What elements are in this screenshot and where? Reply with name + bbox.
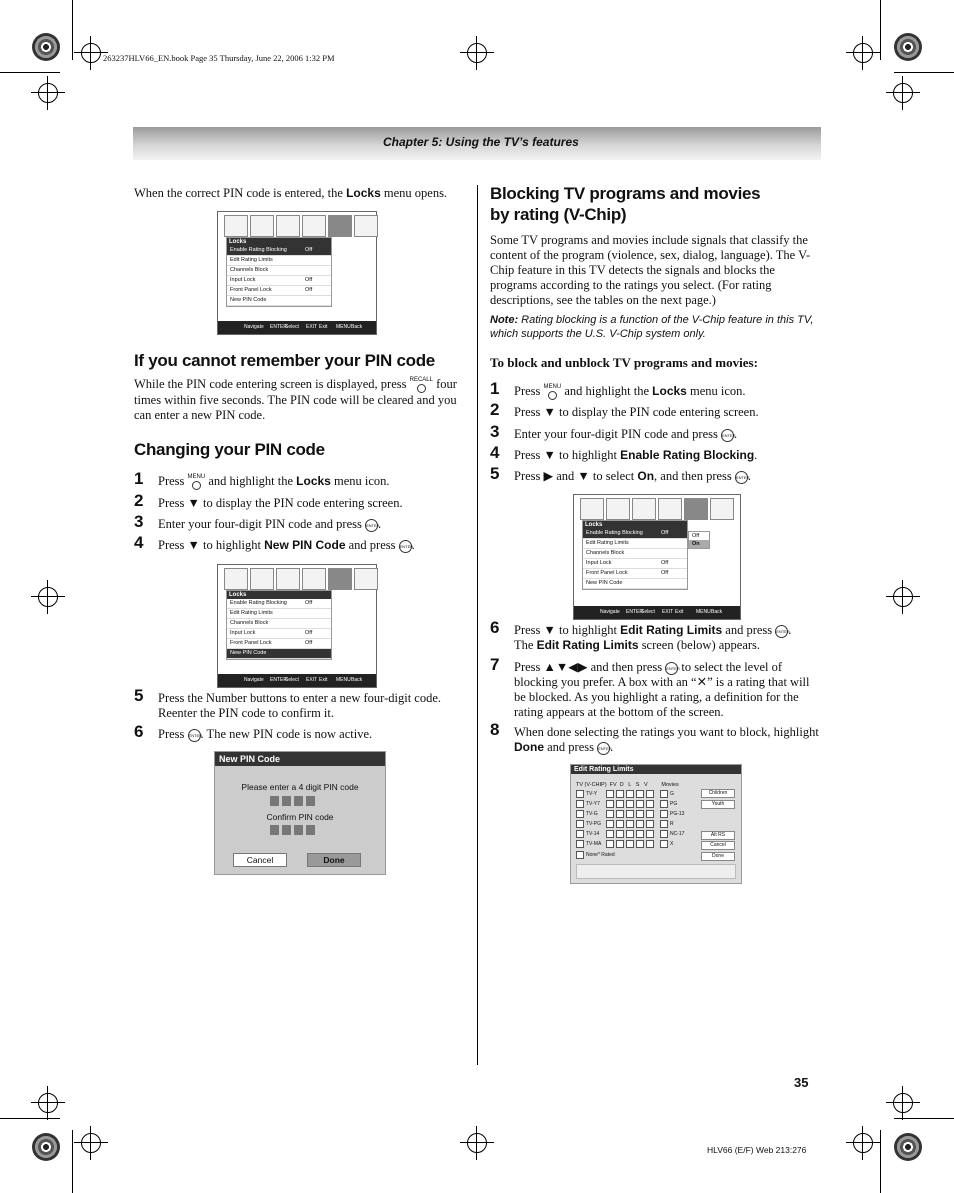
step-8: 8 When done selecting the ratings you want to block, highlight Done and press ENTER. — [490, 720, 819, 754]
cancel-button[interactable]: Cancel — [233, 853, 287, 867]
locks-screen-3 — [573, 494, 741, 620]
crop-target — [893, 83, 913, 103]
step-5: 5 Press the Number buttons to enter a new four-digit code. Reenter the PIN code to confirm it. — [134, 686, 442, 720]
done-button[interactable]: Done — [701, 852, 735, 861]
rating-row: TV-PG R — [576, 820, 674, 828]
screen-icon — [606, 498, 630, 520]
pin-prompt: Please enter a 4 digit PIN code — [241, 782, 359, 792]
popup-option: On — [689, 540, 709, 548]
chapter-bar — [133, 127, 821, 160]
rating-row: TV-14 NC-17 — [576, 830, 684, 838]
crop-target — [467, 43, 487, 63]
menu-item: Input Lock Off — [227, 276, 331, 286]
step-4: 4 Press ▼ to highlight Enable Rating Blocking. — [490, 443, 758, 462]
menu-item: Channels Block — [583, 549, 687, 559]
confirm-prompt: Confirm PIN code — [266, 812, 334, 822]
section-title: If you cannot remember your PIN code — [134, 351, 435, 370]
step-4: 4 Press ▼ to highlight New PIN Code and press ENTER. — [134, 533, 415, 552]
menu-item: Front Panel Lock Off — [227, 286, 331, 296]
audio-icon — [632, 498, 656, 520]
youth-button[interactable]: Youth — [701, 800, 735, 809]
step-5: 5 Press ▶ and ▼ to select On, and then press ENTER. — [490, 464, 752, 483]
intro-text: When the correct PIN code is entered, the Locks menu opens. — [134, 186, 448, 200]
chapter-title: Chapter 5: Using the TV’s features — [383, 135, 579, 149]
section-title: Changing your PIN code — [134, 440, 325, 459]
menu-button-icon: MENU — [544, 384, 562, 400]
picture-icon — [580, 498, 604, 520]
rating-row: None* Rated — [576, 851, 615, 859]
book-header: 263237HLV66_EN.book Page 35 Thursday, June 22, 2006 1:32 PM — [103, 53, 335, 63]
picture-icon — [224, 568, 248, 590]
rating-row: TV-Y G — [576, 790, 674, 798]
screen-icon — [250, 215, 274, 237]
setup-icon — [302, 568, 326, 590]
note: Note: Rating blocking is a function of the V-Chip feature in this TV, which supports the U.S. V-Chip system only. — [490, 314, 814, 340]
crop-line — [894, 1118, 954, 1119]
menu-item: Input Lock Off — [227, 629, 331, 639]
menu-item: Edit Rating Limits — [227, 256, 331, 266]
edit-rating-limits-screen — [570, 764, 742, 884]
menu-item: Channels Block — [227, 619, 331, 629]
step-1: 1 Press MENU and highlight the Locks menu icon. — [490, 384, 820, 400]
page-number: 35 — [794, 1075, 809, 1090]
enter-button-icon: ENTER — [188, 729, 201, 742]
crop-target — [38, 587, 58, 607]
crop-target — [38, 1093, 58, 1113]
locks-screen-1 — [217, 211, 377, 335]
locks-menu — [582, 520, 688, 590]
section-title: by rating (V-Chip) — [490, 205, 627, 224]
menu-button-icon: MENU — [188, 474, 206, 490]
step-6: 6 Press ENTER. The new PIN code is now active. — [134, 722, 373, 741]
section-title: Blocking TV programs and movies — [490, 184, 761, 203]
step-6: 6 Press ▼ to highlight Edit Rating Limits and press ENTER. The Edit Rating Limits screen (below) appears. — [490, 618, 792, 652]
menu-header: Locks — [227, 238, 331, 246]
registration-mark — [894, 33, 922, 61]
menu-item: Front Panel Lock Off — [583, 569, 687, 579]
crop-line — [72, 0, 73, 60]
crop-target — [467, 1133, 487, 1153]
section-body: Some TV programs and movies include signals that classify the content of the program (violence, sex, dialog, language). The V-Chip feature in this TV detects the signals and blocks the programs according to the ratings you select. (For rating descriptions, see the tables on the next page.) — [490, 233, 811, 307]
menu-item: Input Lock Off — [583, 559, 687, 569]
menu-item: Channels Block — [227, 266, 331, 276]
lock-icon — [328, 215, 352, 237]
menu-header: Locks — [583, 521, 687, 529]
menu-item: Enable Rating Blocking Off — [583, 529, 687, 539]
audio-icon — [276, 215, 300, 237]
registration-mark — [894, 1133, 922, 1161]
rating-row: TV-G PG-13 — [576, 810, 684, 818]
screen-footer: Navigate ENTER Select EXIT Exit MENU Back — [218, 674, 376, 687]
menu-icon-bar — [580, 498, 734, 520]
enter-button-icon: ENTER — [735, 471, 748, 484]
step-7: 7 Press ▲▼◀▶ and then press ENTER to select the level of blocking you prefer. A box with an “✕” is a rating that will be blocked. As you highlight a rating, a definition for the rating appears at the bottom of the screen. — [490, 655, 810, 719]
rating-description-area — [576, 864, 736, 879]
crop-target — [38, 83, 58, 103]
crop-target — [853, 43, 873, 63]
column-divider — [477, 185, 478, 1065]
menu-item: New PIN Code — [227, 649, 331, 659]
enter-button-icon: ENTER — [775, 625, 788, 638]
enter-button-icon: ENTER — [597, 742, 610, 755]
setup-icon — [302, 215, 326, 237]
enter-button-icon: ENTER — [721, 429, 734, 442]
enter-button-icon: ENTER — [665, 662, 678, 675]
picture-icon — [224, 215, 248, 237]
dialog-header: New PIN Code — [215, 752, 385, 766]
applications-icon — [354, 215, 378, 237]
applications-icon — [354, 568, 378, 590]
done-button[interactable]: Done — [307, 853, 361, 867]
menu-item: Front Panel Lock Off — [227, 639, 331, 649]
menu-item: New PIN Code — [583, 579, 687, 589]
crop-line — [894, 72, 954, 73]
step-2: 2 Press ▼ to display the PIN code entering screen. — [490, 400, 759, 419]
crop-line — [0, 1118, 60, 1119]
rating-header: Edit Rating Limits — [571, 765, 741, 774]
rating-row: TV-Y7 PG — [576, 800, 677, 808]
crop-target — [893, 587, 913, 607]
crop-line — [72, 1130, 73, 1193]
step-1: 1 Press MENU and highlight the Locks menu icon. — [134, 474, 464, 490]
menu-item: Edit Rating Limits — [227, 609, 331, 619]
crop-line — [880, 1130, 881, 1193]
step-2: 2 Press ▼ to display the PIN code entering screen. — [134, 491, 403, 510]
screen-icon — [250, 568, 274, 590]
rating-row: TV-MA X — [576, 840, 673, 848]
pin-entry-boxes — [270, 796, 315, 806]
screen-footer: Navigate ENTER Select EXIT Exit MENU Back — [574, 606, 740, 619]
lock-icon — [684, 498, 708, 520]
popup-option: Off — [692, 533, 700, 539]
menu-item: Enable Rating Blocking Off — [227, 246, 331, 256]
menu-header: Locks — [227, 591, 331, 599]
step-3: 3 Enter your four-digit PIN code and press ENTER. — [490, 422, 738, 441]
screen-footer: Navigate ENTER Select EXIT Exit MENU Back — [218, 321, 376, 334]
recall-button-icon: RECALL — [410, 377, 433, 393]
cancel-button[interactable]: Cancel — [701, 841, 735, 850]
locks-menu — [226, 237, 332, 307]
locks-screen-2 — [217, 564, 377, 688]
menu-item: Edit Rating Limits — [583, 539, 687, 549]
enter-button-icon: ENTER — [365, 519, 378, 532]
confirm-entry-boxes — [270, 825, 315, 835]
applications-icon — [710, 498, 734, 520]
footer-text: HLV66 (E/F) Web 213:276 — [707, 1145, 807, 1155]
alt-rs-button[interactable]: Alt RS — [701, 831, 735, 840]
section-body: While the PIN code entering screen is displayed, press RECALL four times within five seconds. The PIN code will be cleared and you can enter a new PIN code. — [134, 377, 457, 423]
locks-menu — [226, 590, 332, 660]
setup-icon — [658, 498, 682, 520]
audio-icon — [276, 568, 300, 590]
registration-mark — [32, 33, 60, 61]
crop-line — [0, 72, 60, 73]
crop-target — [893, 1093, 913, 1113]
registration-mark — [32, 1133, 60, 1161]
lock-icon — [328, 568, 352, 590]
enter-button-icon: ENTER — [399, 540, 412, 553]
children-button[interactable]: Children — [701, 789, 735, 798]
new-pin-dialog — [214, 751, 386, 875]
menu-icon-bar — [224, 215, 378, 237]
crop-target — [853, 1133, 873, 1153]
on-off-popup — [688, 531, 710, 549]
crop-target — [81, 1133, 101, 1153]
crop-line — [880, 0, 881, 60]
menu-item: New PIN Code — [227, 296, 331, 306]
crop-target — [81, 43, 101, 63]
menu-item: Enable Rating Blocking Off — [227, 599, 331, 609]
menu-icon-bar — [224, 568, 378, 590]
rating-columns: TV (V-CHIP) FV D L S V Movies — [576, 782, 679, 788]
subheading: To block and unblock TV programs and movies: — [490, 355, 758, 370]
step-3: 3 Enter your four-digit PIN code and press ENTER. — [134, 512, 382, 531]
